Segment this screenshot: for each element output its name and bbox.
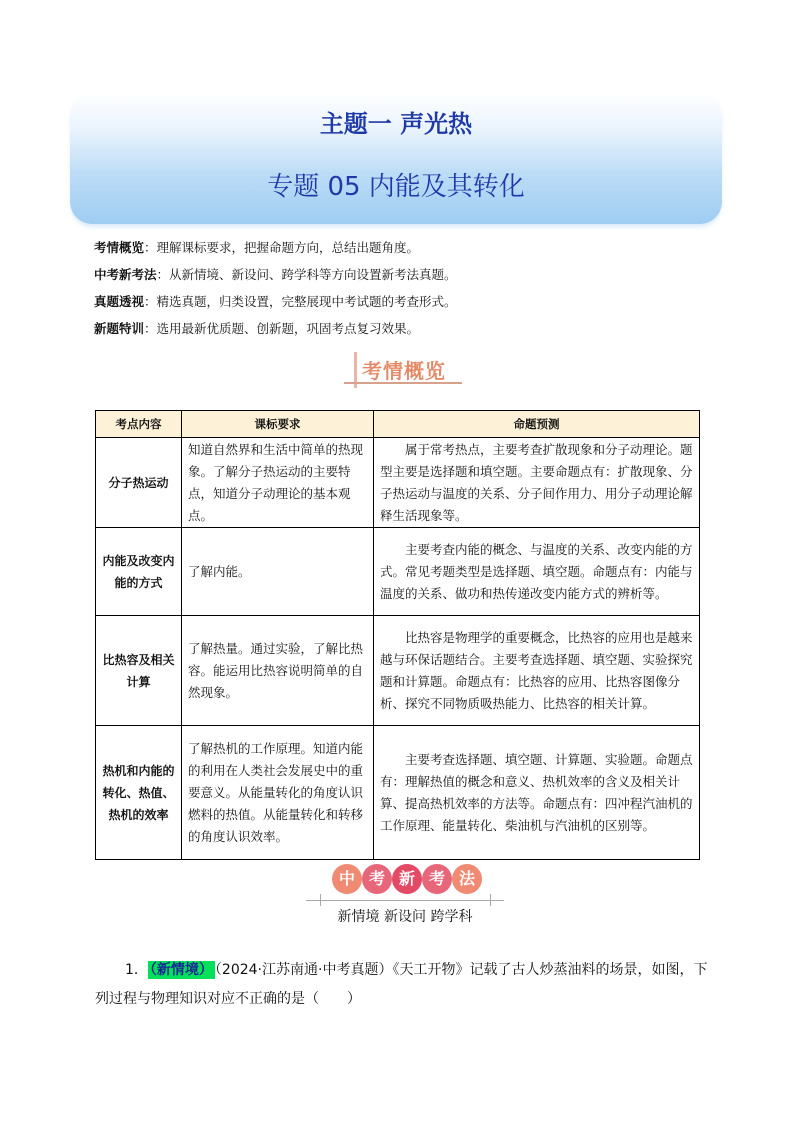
topic-cell: 比热容及相关计算 — [96, 616, 182, 726]
table-header-row — [96, 411, 700, 438]
section-heading-new-method — [300, 858, 510, 930]
intro-text: ：精选真题，归类设置，完整展现中考试题的考查形式。 — [144, 294, 457, 309]
table-row — [96, 616, 700, 726]
topic-cell: 热机和内能的转化、热值、热机的效率 — [96, 726, 182, 860]
question-text: 《天工开物》记载了古人炒蒸油料的场景，如图，下列过程与物理知识对应不正确的是（ ） — [95, 962, 708, 1007]
heading-circles — [332, 864, 482, 894]
intro-text: ：理解课标要求，把握命题方向，总结出题角度。 — [144, 240, 420, 255]
column-header: 考点内容 — [96, 411, 182, 438]
theme-title: 主题一 声光热 — [319, 110, 473, 138]
table-row — [96, 528, 700, 616]
heading-tick — [320, 894, 321, 906]
intro-item — [94, 238, 714, 265]
title-banner — [70, 92, 722, 224]
heading-circle: 中 — [332, 864, 362, 894]
intro-text: ：从新情境、新设问、跨学科等方向设置新考法真题。 — [156, 267, 457, 282]
heading-tick — [490, 894, 491, 906]
intro-text: ：选用最新优质题、创新题，巩固考点复习效果。 — [144, 321, 420, 336]
section-subtitle: 新情境 新设问 跨学科 — [337, 909, 473, 925]
question-source: （2024·江苏南通·中考真题） — [214, 962, 393, 978]
intro-label: 考情概览 — [94, 240, 145, 255]
prediction-cell: 属于常考热点，主要考查扩散现象和分子动理论。题型主要是选择题和填空题。主要命题点有：扩散现象、分子热运动与温度的关系、分子间作用力、用分子动理论解释生活现象等。 — [374, 438, 700, 528]
heading-circle: 法 — [452, 864, 482, 894]
question-tag: （新情境） — [149, 962, 213, 978]
prediction-cell: 比热容是物理学的重要概念，比热容的应用也是越来越与环保话题结合。主要考查选择题、填空题、实验探究题和计算题。命题点有：比热容的应用、比热容图像分析、探究不同物质吸热能力、比热容的相关计算。 — [374, 616, 700, 726]
requirement-cell: 了解热量。通过实验，了解比热容。能运用比热容说明简单的自然现象。 — [182, 616, 374, 726]
intro-label: 真题透视 — [94, 294, 145, 309]
requirement-cell: 知道自然界和生活中简单的热现象。了解分子热运动的主要特点，知道分子动理论的基本观点。 — [182, 438, 374, 528]
topic-title: 专题 05 内能及其转化 — [267, 172, 525, 202]
column-header: 课标要求 — [182, 411, 374, 438]
topic-cell: 内能及改变内能的方式 — [96, 528, 182, 616]
heading-circle: 新 — [392, 864, 422, 894]
column-header: 命题预测 — [374, 411, 700, 438]
heading-divider — [306, 900, 504, 901]
requirement-cell: 了解热机的工作原理。知道内能的利用在人类社会发展史中的重要意义。从能量转化的角度认识燃料的热值。从能量转化和转移的角度认识效率。 — [182, 726, 374, 860]
intro-item — [94, 319, 714, 346]
table-row — [96, 438, 700, 528]
section-title: 考情概览 — [362, 359, 446, 383]
question-1 — [95, 956, 715, 1014]
intro-label: 中考新考法 — [94, 267, 157, 282]
intro-item — [94, 292, 714, 319]
section-heading-overview — [340, 350, 464, 390]
intro-label: 新题特训 — [94, 321, 145, 336]
table-row — [96, 726, 700, 860]
exam-overview-table — [95, 410, 700, 860]
topic-cell: 分子热运动 — [96, 438, 182, 528]
heading-circle: 考 — [362, 864, 392, 894]
prediction-cell: 主要考查选择题、填空题、计算题、实验题。命题点有：理解热值的概念和意义、热机效率的含义及相关计算、提高热机效率的方法等。命题点有：四冲程汽油机的工作原理、能量转化、柴油机与汽油机的区别等。 — [374, 726, 700, 860]
requirement-cell: 了解内能。 — [182, 528, 374, 616]
heading-circle: 考 — [422, 864, 452, 894]
intro-list — [94, 238, 714, 346]
prediction-cell: 主要考查内能的概念、与温度的关系、改变内能的方式。常见考题类型是选择题、填空题。命题点有：内能与温度的关系、做功和热传递改变内能方式的辨析等。 — [374, 528, 700, 616]
question-number: 1． — [125, 962, 148, 978]
intro-item — [94, 265, 714, 292]
